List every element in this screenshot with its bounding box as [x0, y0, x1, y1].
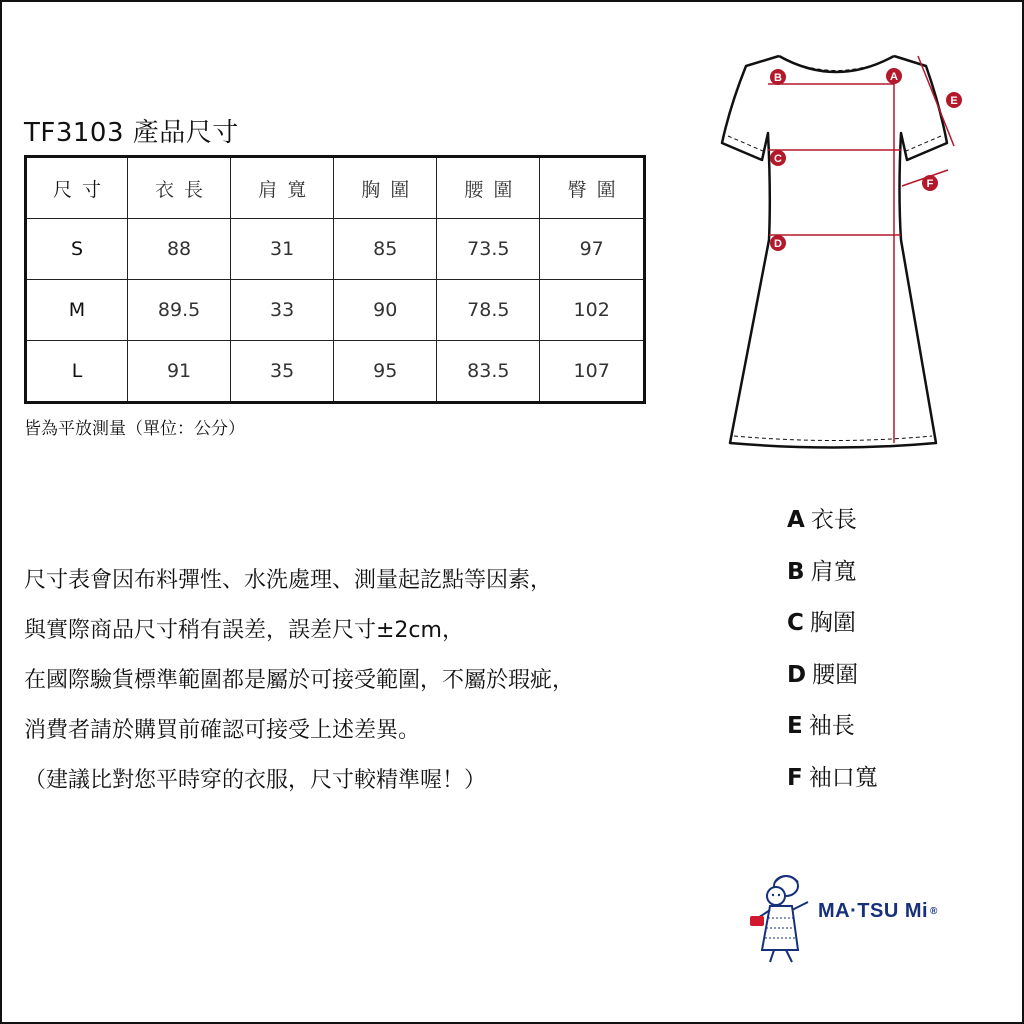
legend-letter: A — [787, 507, 805, 533]
marker-c — [770, 150, 786, 166]
table-cell: 31 — [231, 219, 334, 280]
marker-e — [946, 92, 962, 108]
legend-letter: F — [787, 764, 803, 791]
legend-label: 肩寬 — [810, 558, 857, 585]
legend-item — [787, 650, 878, 702]
brand-mascot-icon — [748, 872, 814, 964]
size-label-cell: M — [26, 280, 128, 341]
measurement-note: 皆為平放測量（單位：公分） — [24, 419, 245, 439]
header-cell: 臀圍 — [540, 157, 645, 219]
size-label-cell: L — [26, 341, 128, 403]
size-table — [24, 155, 646, 404]
table-cell: 88 — [128, 219, 231, 280]
disclaimer-line: 在國際驗貨標準範圍都是屬於可接受範圍，不屬於瑕疵， — [24, 668, 575, 693]
legend-letter: C — [787, 610, 804, 636]
dress-diagram — [716, 48, 966, 460]
table-cell: 97 — [540, 219, 645, 280]
legend-letter: B — [787, 558, 805, 585]
legend-label: 胸圍 — [809, 610, 856, 636]
table-row — [26, 280, 645, 341]
marker-e-label: E — [950, 95, 958, 107]
page-title: TF3103 產品尺寸 — [24, 118, 239, 148]
table-cell: 78.5 — [437, 280, 540, 341]
table-cell: 102 — [540, 280, 645, 341]
header-cell: 肩寬 — [231, 157, 334, 219]
table-cell: 73.5 — [437, 219, 540, 280]
table-cell: 83.5 — [437, 341, 540, 403]
brand-name: MA·TSU Mi — [818, 900, 929, 922]
marker-b — [770, 69, 786, 85]
legend-item — [787, 547, 878, 599]
legend-label: 袖口寬 — [808, 764, 878, 791]
hem-stitch — [734, 436, 932, 441]
legend-item — [787, 753, 878, 805]
legend-letter: E — [787, 713, 803, 739]
marker-a — [886, 68, 902, 84]
size-disclaimer — [24, 556, 574, 806]
table-cell: 95 — [334, 341, 437, 403]
marker-c-label: C — [774, 153, 782, 165]
legend-label: 袖長 — [808, 713, 855, 739]
legend-label: 衣長 — [810, 507, 857, 533]
brand-logo — [818, 900, 938, 923]
marker-d — [770, 235, 786, 251]
header-cell: 尺寸 — [26, 157, 128, 219]
legend-item — [787, 495, 878, 547]
header-cell: 腰圍 — [437, 157, 540, 219]
table-row — [26, 341, 645, 403]
disclaimer-line: 消費者請於購買前確認可接受上述差異。 — [24, 718, 421, 743]
disclaimer-line: （建議比對您平時穿的衣服，尺寸較精準喔！） — [24, 768, 487, 793]
header-cell: 衣長 — [128, 157, 231, 219]
disclaimer-line: 尺寸表會因布料彈性、水洗處理、測量起訖點等因素， — [24, 568, 553, 593]
legend-label: 腰圍 — [812, 661, 859, 688]
marker-d-label: D — [774, 238, 782, 250]
measurement-legend — [787, 495, 878, 804]
neckband-stitch — [784, 59, 889, 71]
size-label-cell: S — [26, 219, 128, 280]
dress-outline — [722, 56, 947, 448]
legend-item — [787, 701, 878, 753]
marker-b-label: B — [774, 72, 782, 84]
neckline — [779, 56, 894, 72]
marker-f — [922, 175, 938, 191]
marker-a-label: A — [890, 71, 898, 83]
marker-f-label: F — [926, 178, 934, 190]
legend-item — [787, 598, 878, 650]
table-row — [26, 219, 645, 280]
registered-mark: ® — [930, 906, 938, 918]
table-cell: 90 — [334, 280, 437, 341]
table-cell: 85 — [334, 219, 437, 280]
table-cell: 91 — [128, 341, 231, 403]
disclaimer-line: 與實際商品尺寸稍有誤差，誤差尺寸±2cm， — [24, 618, 464, 643]
table-cell: 107 — [540, 341, 645, 403]
table-header-row — [26, 157, 645, 219]
table-cell: 89.5 — [128, 280, 231, 341]
table-cell: 33 — [231, 280, 334, 341]
table-cell: 35 — [231, 341, 334, 403]
header-cell: 胸圍 — [334, 157, 437, 219]
legend-letter: D — [787, 661, 807, 688]
